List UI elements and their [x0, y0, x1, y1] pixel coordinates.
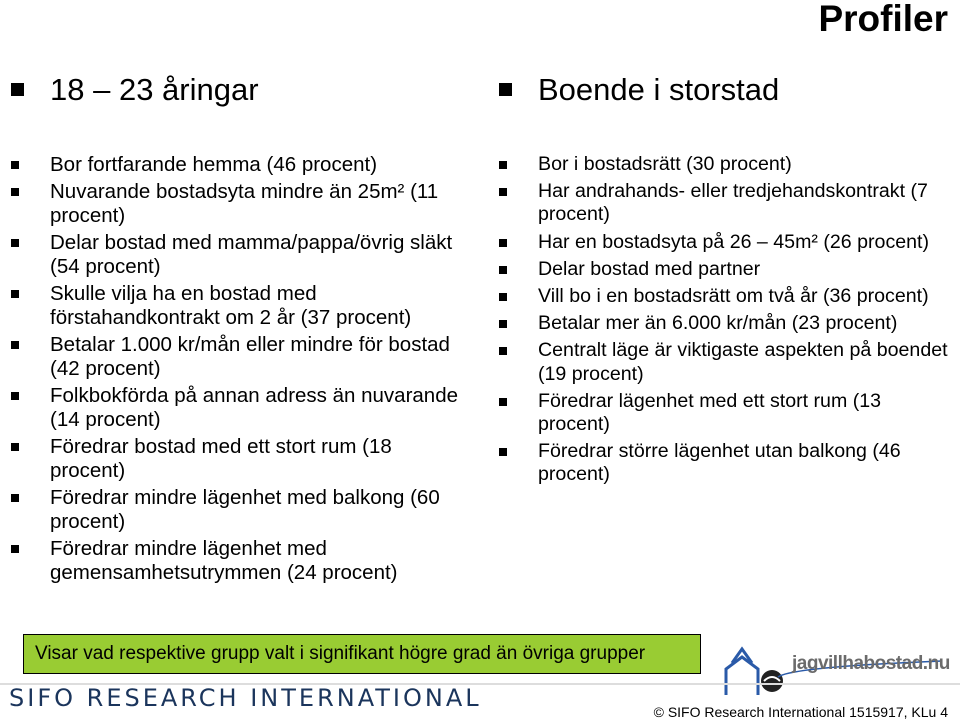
footer-copyright: © SIFO Research International 1515917, KLu 4: [653, 704, 948, 720]
list-item: [498, 231, 953, 254]
list-item: [498, 285, 953, 308]
list-item: [498, 180, 953, 226]
bullet-icon: [11, 161, 19, 169]
list-item-text: Föredrar lägenhet med ett stort rum (13 procent): [538, 389, 882, 436]
bullet-icon: [499, 161, 507, 169]
footer-brand: SIFO RESEARCH INTERNATIONAL: [9, 684, 482, 712]
heading-bullet-icon: [499, 83, 512, 96]
list-item: [498, 153, 953, 176]
bullet-icon: [499, 188, 507, 196]
list-item: [10, 384, 462, 432]
list-item-text: Centralt läge är viktigaste aspekten på boendet (19 procent): [538, 339, 948, 385]
right-column: [498, 72, 953, 491]
heading-bullet-icon: [11, 83, 24, 96]
list-item-text: Delar bostad med mamma/pappa/övrig släkt (54 procent): [50, 231, 453, 278]
jagvillhabostad-logo: [722, 643, 952, 695]
list-item: [10, 180, 462, 228]
list-item-text: Bor fortfarande hemma (46 procent): [50, 153, 378, 176]
list-item: [10, 231, 462, 279]
bullet-icon: [11, 341, 19, 349]
list-item: [10, 486, 462, 534]
list-item-text: Föredrar mindre lägenhet med gemensamhetsutrymmen (24 procent): [50, 537, 398, 584]
left-heading: [10, 72, 462, 108]
page-title: Profiler: [818, 0, 948, 39]
bullet-icon: [11, 188, 19, 196]
list-item: [498, 339, 953, 385]
logo-text: jagvillhabostad.nu: [792, 653, 950, 674]
bullet-icon: [11, 290, 19, 298]
right-heading-text: Boende i storstad: [538, 72, 780, 107]
list-item-text: Har en bostadsyta på 26 – 45m² (26 procent): [538, 230, 930, 253]
bullet-icon: [499, 347, 507, 355]
bullet-icon: [499, 239, 507, 247]
list-item: [10, 435, 462, 483]
list-item: [498, 440, 953, 486]
list-item-text: Bor i bostadsrätt (30 procent): [538, 153, 792, 175]
list-item-text: Delar bostad med partner: [538, 257, 761, 280]
bullet-icon: [499, 398, 507, 406]
bullet-icon: [499, 320, 507, 328]
bullet-icon: [499, 266, 507, 274]
list-item: [10, 282, 462, 330]
left-column: [10, 72, 462, 588]
list-item-text: Föredrar bostad med ett stort rum (18 procent): [50, 435, 392, 482]
bullet-icon: [11, 443, 19, 451]
list-item: [10, 333, 462, 381]
list-item-text: Föredrar mindre lägenhet med balkong (60 procent): [50, 486, 440, 533]
right-heading: [498, 72, 953, 108]
list-item: [498, 312, 953, 335]
list-item: [10, 153, 462, 177]
list-item-text: Betalar mer än 6.000 kr/mån (23 procent): [538, 312, 898, 335]
bullet-icon: [11, 392, 19, 400]
list-item-text: Folkbokförda på annan adress än nuvarande (14 procent): [50, 384, 459, 431]
list-item: [498, 258, 953, 281]
list-item: [498, 390, 953, 436]
bullet-icon: [11, 545, 19, 553]
list-item: [10, 537, 462, 585]
list-item-text: Betalar 1.000 kr/mån eller mindre för bostad (42 procent): [50, 333, 450, 380]
highlight-banner: Visar vad respektive grupp valt i signifikant högre grad än övriga grupper: [23, 634, 701, 674]
left-bullet-list: [10, 153, 462, 585]
list-item-text: Vill bo i en bostadsrätt om två år (36 procent): [538, 285, 929, 308]
list-item-text: Nuvarande bostadsyta mindre än 25m² (11 procent): [50, 180, 439, 227]
bullet-icon: [11, 239, 19, 247]
list-item-text: Föredrar större lägenhet utan balkong (46 procent): [538, 440, 901, 486]
list-item-text: Skulle vilja ha en bostad med förstahandkontrakt om 2 år (37 procent): [50, 282, 412, 329]
list-item-text: Har andrahands- eller tredjehandskontrakt (7 procent): [538, 180, 928, 226]
bullet-icon: [11, 494, 19, 502]
left-heading-text: 18 – 23 åringar: [50, 72, 259, 107]
bullet-icon: [499, 448, 507, 456]
right-bullet-list: [498, 153, 953, 487]
bullet-icon: [499, 293, 507, 301]
